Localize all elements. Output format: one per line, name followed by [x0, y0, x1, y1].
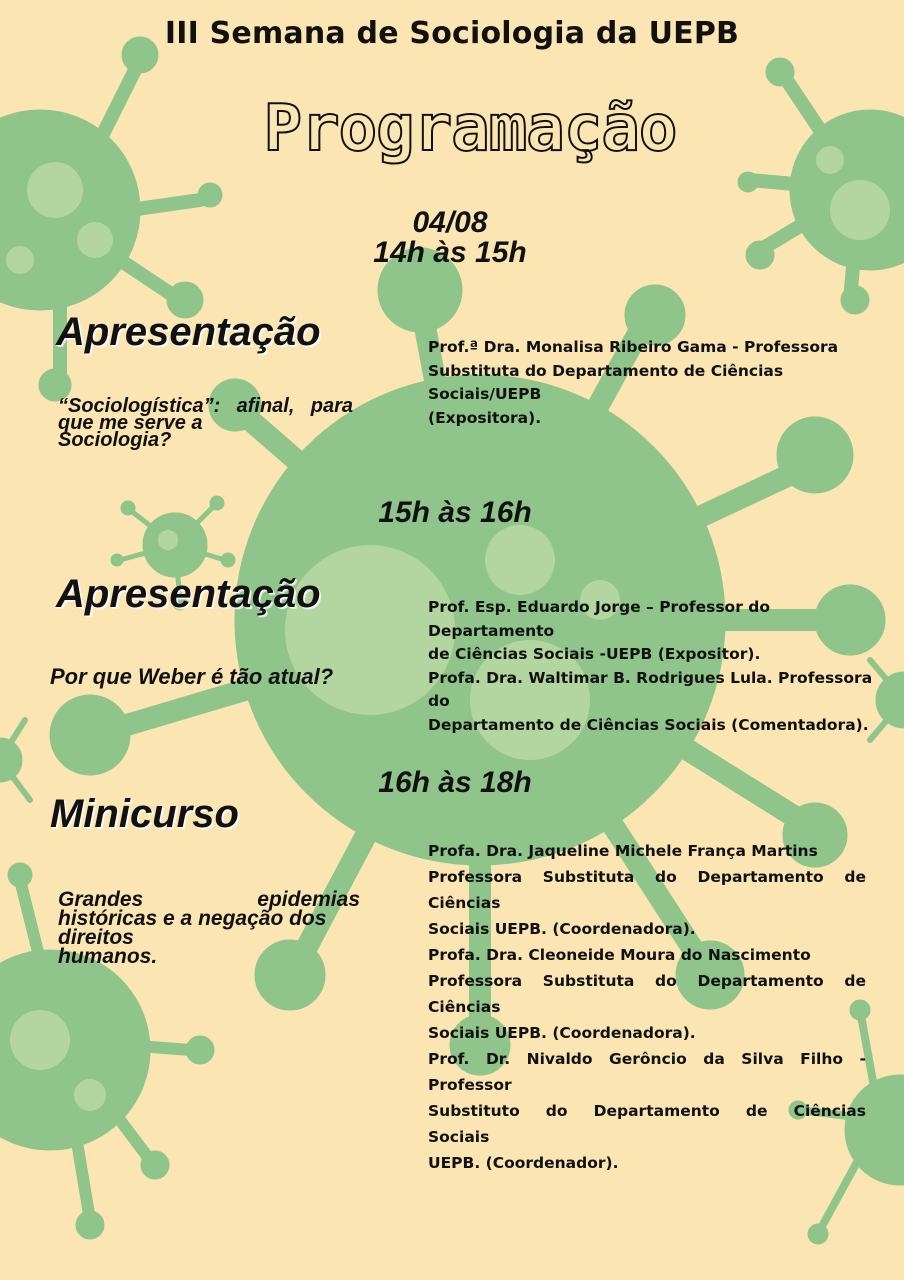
speaker-line: UEPB. (Coordenador). [428, 1154, 619, 1172]
session-3-time: 16h às 18h [378, 766, 532, 799]
speaker-line: Professor [428, 1076, 512, 1094]
speaker-line: Profa. Dra. Jaqueline Michele França Martins [428, 842, 818, 860]
speaker-line: Sociais UEPB. (Coordenadora). [428, 920, 696, 938]
session-3-type: Minicurso [50, 792, 239, 836]
session-2-topic: Por que Weber é tão atual? [50, 664, 334, 689]
session-1-topic [58, 395, 353, 451]
speaker-line: Profa. Dra. Waltimar B. Rodrigues Lula. Professora do [428, 668, 873, 710]
speaker-line: Substituto do Departamento de Ciências [428, 1102, 866, 1120]
topic-line: que me serve a [58, 412, 203, 434]
session-2-speakers [428, 596, 893, 737]
date-label: 04/08 [412, 206, 488, 239]
session-2-type: Apresentação [56, 572, 321, 616]
page-heading: Programação [263, 92, 677, 166]
speaker-line: Sociais UEPB. (Coordenadora). [428, 1024, 696, 1042]
topic-line: “Sociologística”: afinal, para [58, 395, 353, 417]
speaker-line: Professora Substituta do Departamento de [428, 972, 866, 990]
speaker-line: Ciências [428, 998, 501, 1016]
session-2-time: 15h às 16h [378, 496, 532, 529]
event-title: III Semana de Sociologia da UEPB [164, 16, 740, 51]
topic-line: direitos [58, 926, 134, 949]
session-1-speakers [428, 336, 893, 430]
speaker-line: Ciências [428, 894, 501, 912]
session-3-speakers [428, 838, 866, 1176]
speaker-line: Prof. Esp. Eduardo Jorge – Professor do Departamento [428, 598, 770, 640]
speaker-line: de Ciências Sociais -UEPB (Expositor). [428, 645, 761, 663]
speaker-line: Departamento de Ciências Sociais (Comentadora). [428, 715, 869, 734]
speaker-line: Prof.ª Dra. Monalisa Ribeiro Gama - Professora [428, 338, 839, 356]
speaker-line: Professora Substituta do Departamento de [428, 868, 866, 886]
topic-line: Grandes epidemias [58, 888, 360, 911]
topic-line: históricas e a negação dos [58, 907, 327, 930]
session-1-time: 14h às 15h [373, 236, 527, 269]
session-1-type: Apresentação [56, 310, 321, 354]
speaker-line: (Expositora). [428, 408, 542, 427]
session-3-topic [58, 890, 360, 966]
speaker-line: Profa. Dra. Cleoneide Moura do Nascimento [428, 946, 811, 964]
topic-line: humanos. [58, 945, 158, 968]
speaker-line: Substituta do Departamento de Ciências Sociais/UEPB [428, 361, 784, 403]
speaker-line: Sociais [428, 1128, 490, 1146]
speaker-line: Prof. Dr. Nivaldo Gerôncio da Silva Filho - [428, 1050, 866, 1068]
topic-line: Sociologia? [58, 429, 172, 451]
